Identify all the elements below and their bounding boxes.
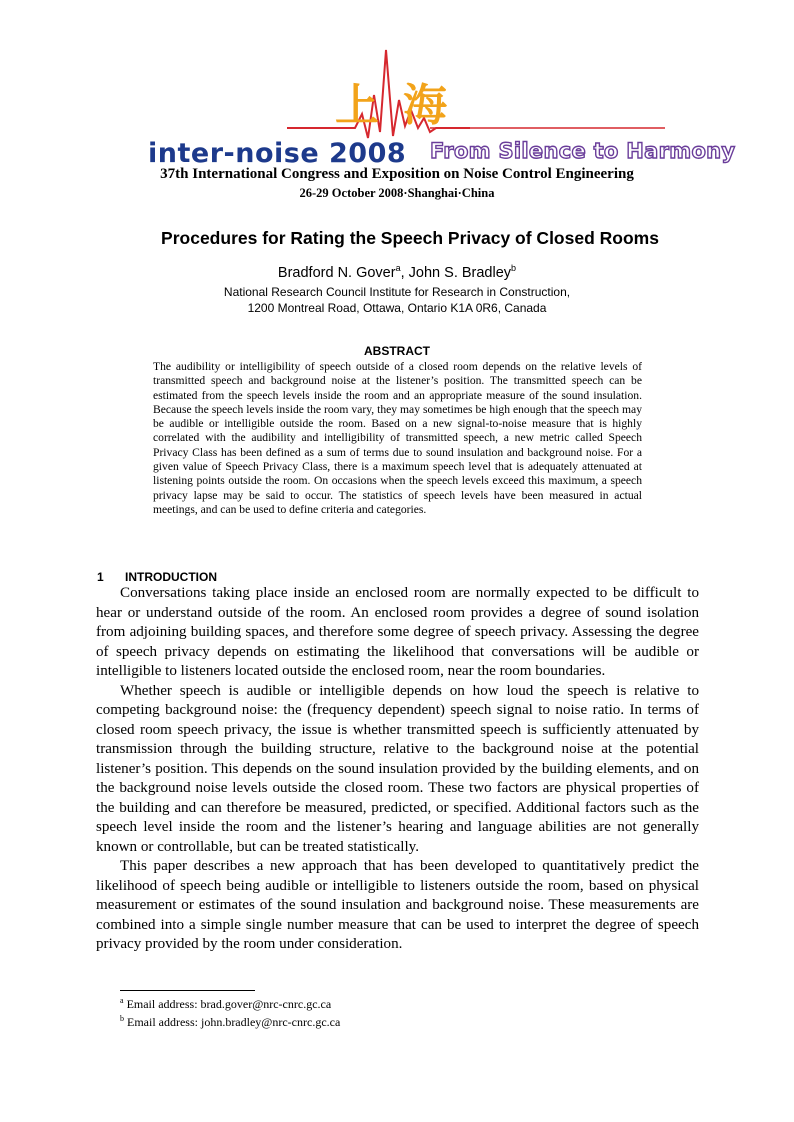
logo-tagline: From Silence to Harmony: [430, 139, 736, 163]
section-body: [96, 584, 699, 955]
author-footnote-mark: b: [511, 263, 517, 273]
body-paragraph: Conversations taking place inside an enclosed room are normally expected to be difficult to hear or understand outside of the room. An enclosed room provides a degree of sound isolation from adjoining building spaces, and therefore some degree of speech privacy. Assessing the degree of speech privacy depends on estimating the likelihood that conversations will be audible or intelligible to listeners located outside the enclosed room, near the room boundaries.: [96, 585, 699, 679]
paper-title: Procedures for Rating the Speech Privacy of Closed Rooms: [161, 228, 659, 248]
logo-brand-text: inter-noise 2008: [148, 138, 407, 165]
abstract-heading: ABSTRACT: [364, 344, 430, 358]
footnote: [120, 1012, 340, 1030]
body-paragraph: Whether speech is audible or intelligible depends on how loud the speech is relative to competing background noise: the (frequency dependent) speech signal to noise ratio. In terms of closed room speech privacy, the issue is whether transmitted speech is sufficiently attenuated by transmission through the building structure, relative to the background noise at the potential listener’s position. This depends on the sound insulation provided by the building elements, and on the background noise levels outside the closed room. These two factors are physical properties of the building and can therefore be measured, predicted, or specified. Additional factors such as the speech level inside the room and the listener’s hearing and language abilities are not generally known or controllable, but can be treated statistically.: [96, 682, 699, 855]
author-name: John S. Bradley: [408, 264, 512, 281]
section-heading: [97, 570, 217, 584]
footnote-divider: [120, 990, 255, 991]
body-paragraph: This paper describes a new approach that has been developed to quantitatively predict the likelihood of speech being audible or intelligible to listeners outside the room, based on physical measurement or estimates of the sound insulation and background noise. These measurements are combined into a simple single number measure that can be used to interpret the degree of speech privacy provided by the room under consideration.: [96, 858, 699, 952]
section-number: 1: [97, 570, 104, 584]
affiliation-line: 1200 Montreal Road, Ottawa, Ontario K1A 0R6, Canada: [247, 300, 547, 315]
footnote-mark: b: [120, 1013, 124, 1023]
affiliation: [0, 285, 794, 316]
congress-dates: 26-29 October 2008·Shanghai·China: [299, 186, 495, 200]
author-footnote-mark: a: [395, 263, 401, 273]
author-separator: ,: [400, 264, 409, 281]
abstract-text: The audibility or intelligibility of speech outside of a closed room depends on the relative levels of transmitted speech and background noise at the listener’s position. The transmitted speech can be estimated from the speech levels inside the room and an appropriate measure of the sound insulation. Because the speech levels inside the room vary, they may sometimes be high enough that the speech may be audible or intelligible outside the room. Based on a new signal-to-noise measure that is highly correlated with the audibility and intelligibility of transmitted speech, a new metric called Speech Privacy Class has been defined as a sum of terms due to sound insulation and background noise. For a given value of Speech Privacy Class, there is a maximum speech level that is adequately attenuated at listening points outside the room. On occasions when the speech levels exceed this maximum, a speech privacy lapse may be said to occur. The statistics of speech levels have been measured in actual meetings, and can be used to define criteria and categories.: [153, 360, 642, 516]
footnote: [120, 994, 340, 1012]
congress-name: 37th International Congress and Exposition on Noise Control Engineering: [160, 166, 634, 182]
affiliation-line: National Research Council Institute for Research in Construction,: [223, 285, 571, 299]
section-title: INTRODUCTION: [125, 570, 217, 584]
footnote-mark: a: [120, 996, 124, 1005]
logo-city-chars: 上海: [335, 80, 471, 131]
author-name: Bradford N. Gover: [277, 264, 396, 281]
footnote-text: Email address: john.bradley@nrc-cnrc.gc.ca: [124, 1014, 341, 1029]
author-line: [0, 263, 794, 281]
footnote-text: Email address: brad.gover@nrc-cnrc.gc.ca: [123, 997, 332, 1011]
conference-logo: [0, 40, 794, 165]
footnotes: [120, 994, 340, 1029]
